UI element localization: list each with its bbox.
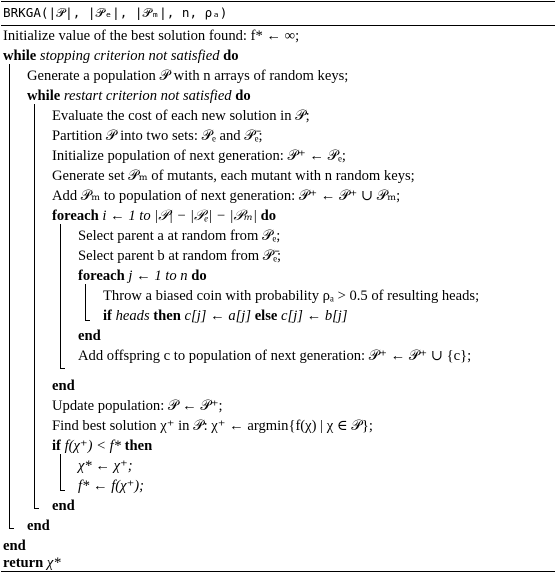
line-end-if: end [52,498,75,514]
line-assign-chi: χ* ← χ⁺; [78,458,133,474]
indent-hook-while-inner [34,508,39,509]
line-init: Initialize value of the best solution found: f* ← ∞; [3,28,300,44]
bottom-rule [1,571,555,572]
line-while-outer: while stopping criterion not satisfied do [3,48,239,64]
algorithm-signature: BRKGA(|𝒫|, |𝒫ₑ|, |𝒫ₘ|, n, ρₐ) [3,5,228,20]
indent-guide-while-inner [34,104,35,508]
line-foreach-i: foreach i ← 1 to |𝒫| − |𝒫ₑ| − |𝒫ₘ| do [52,208,277,224]
line-foreach-j: foreach j ← 1 to n do [78,268,207,284]
line-end-while-inner: end [27,518,50,534]
line-end-foreach-i: end [52,378,75,394]
line-end-while-outer: end [3,538,26,554]
line-if-improve: if f(χ⁺) < f* then [52,438,153,454]
line-add-offspring: Add offspring c to population of next generation: 𝒫⁺ ← 𝒫⁺ ∪ {c}; [78,348,472,364]
indent-guide-foreach-j [85,284,86,320]
line-select-b: Select parent b at random from 𝒫ₑ̄; [78,248,282,264]
indent-guide-foreach-i [60,224,61,368]
line-coin: Throw a biased coin with probability ρₐ > 0.5 of resulting heads; [103,288,480,304]
line-end-foreach-j: end [78,328,101,344]
indent-guide-if [60,454,61,490]
indent-guide-while-outer [9,64,10,528]
line-init-next: Initialize population of next generation: 𝒫⁺ ← 𝒫ₑ; [52,148,346,164]
line-gen-mutants: Generate set 𝒫ₘ of mutants, each mutant with n random keys; [52,168,415,184]
indent-hook-while-outer [9,528,14,529]
indent-hook-foreach-j [85,320,90,321]
line-select-a: Select parent a at random from 𝒫ₑ; [78,228,281,244]
indent-hook-foreach-i [60,368,65,369]
line-if-heads: if heads then c[j] ← a[j] else c[j] ← b[j] [103,308,348,324]
line-add-mutants: Add 𝒫ₘ to population of next generation: 𝒫⁺ ← 𝒫⁺ ∪ 𝒫ₘ; [52,188,401,204]
line-return: return χ* [3,555,61,571]
line-partition: Partition 𝒫 into two sets: 𝒫ₑ and 𝒫ₑ̄; [52,128,263,144]
line-assign-f: f* ← f(χ⁺); [78,478,144,494]
line-find-best: Find best solution χ⁺ in 𝒫: χ⁺ ← argmin{f(χ) | χ ∈ 𝒫}; [52,418,373,434]
top-rule [1,1,555,2]
line-gen-pop: Generate a population 𝒫 with n arrays of random keys; [27,68,349,84]
line-update-pop: Update population: 𝒫 ← 𝒫⁺; [52,398,223,414]
indent-hook-if [60,490,65,491]
line-while-inner: while restart criterion not satisfied do [27,88,251,104]
algorithm-header [3,3,227,23]
line-evaluate: Evaluate the cost of each new solution in 𝒫; [52,108,310,124]
